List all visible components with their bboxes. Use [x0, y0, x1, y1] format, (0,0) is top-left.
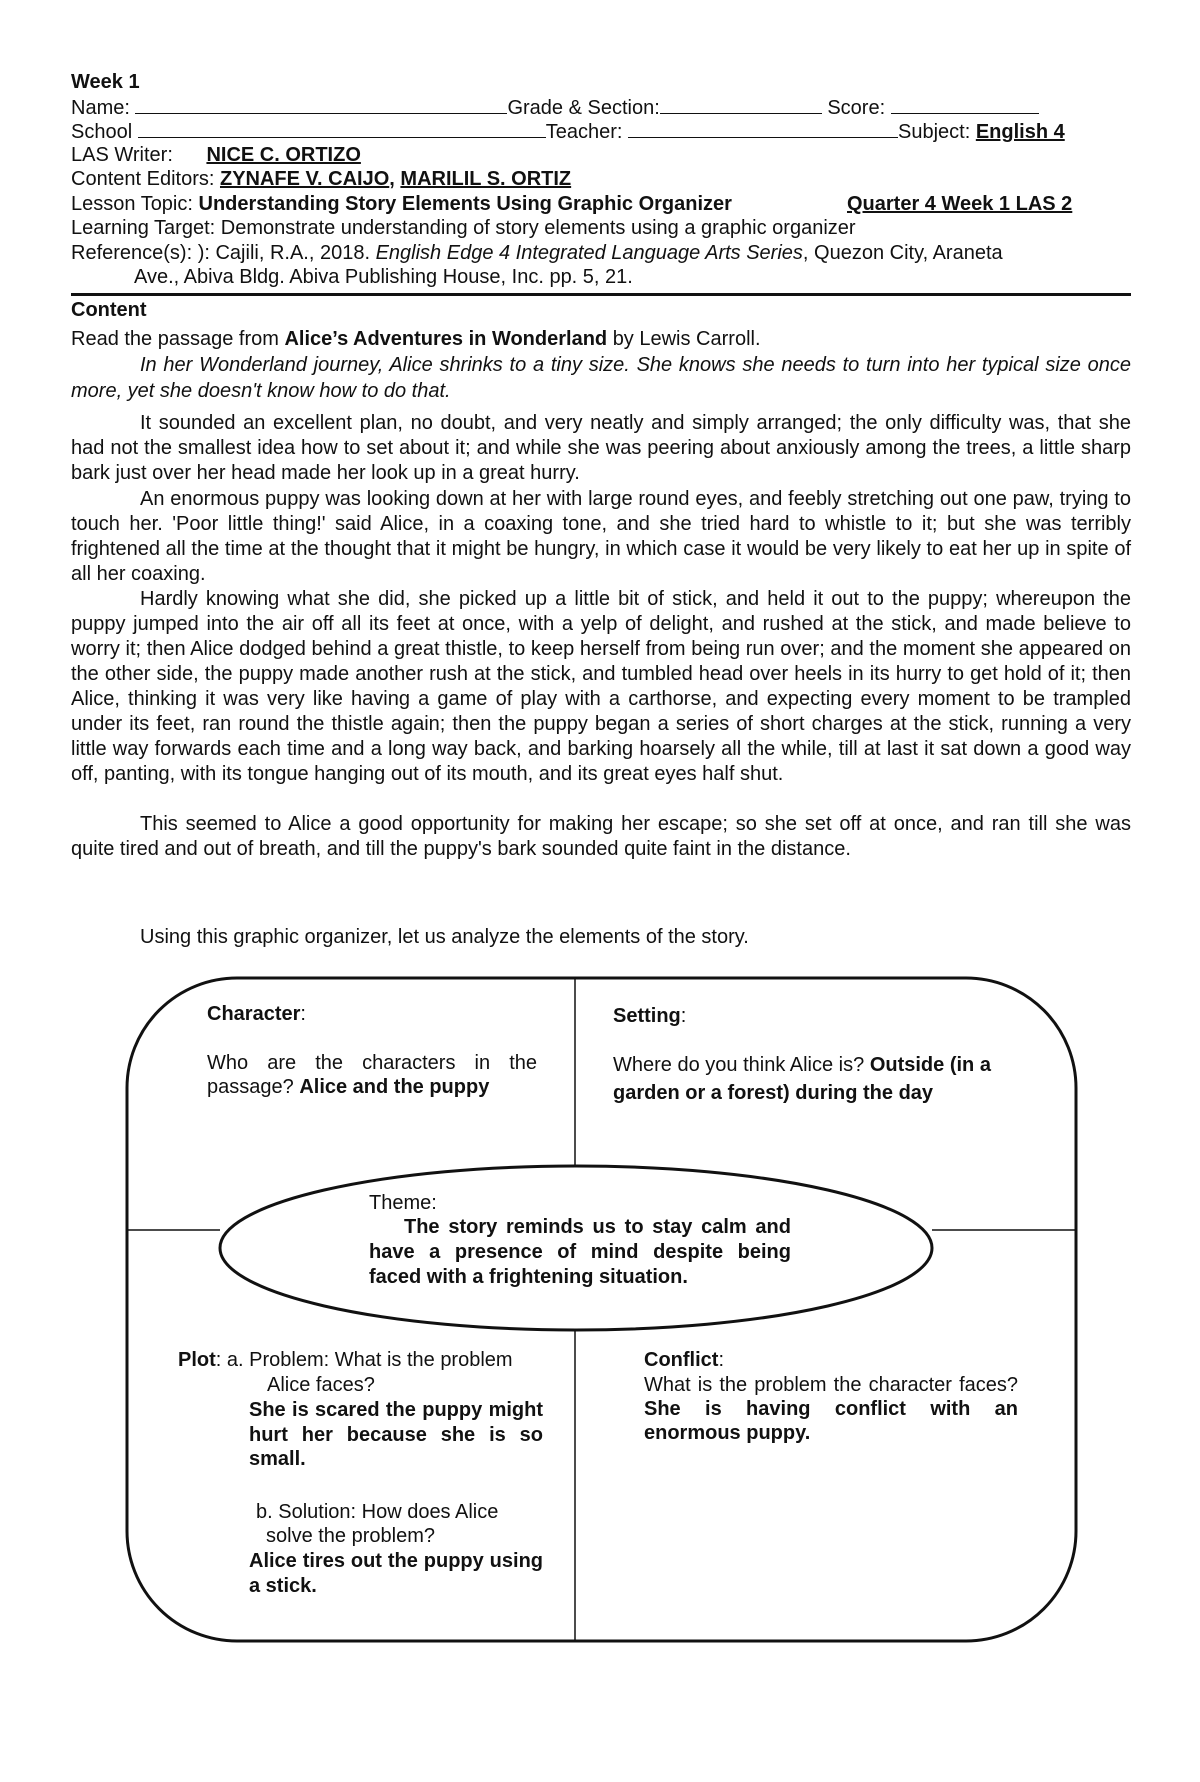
character-question: Who are the characters in the passage? [207, 1052, 537, 1098]
character-block [207, 1051, 537, 1099]
setting-heading [613, 1004, 686, 1028]
subject-label: Subject: [898, 121, 971, 143]
plot-solution-question: b. Solution: How does Alice [256, 1501, 499, 1523]
plot-solution-question-2: solve the problem? [266, 1525, 435, 1547]
organizer-intro: Using this graphic organizer, let us analyze the elements of the story. [140, 926, 749, 948]
italic-intro: In her Wonderland journey, Alice shrinks to a tiny size. She knows she needs to turn into her typical size once more, yet she doesn't know how to do that. [71, 354, 1131, 402]
teacher-label: Teacher: [545, 121, 623, 143]
setting-question: Where do you think Alice is? [613, 1054, 865, 1076]
reference-line-2: Ave., Abiva Bldg. Abiva Publishing House, Inc. pp. 5, 21. [134, 266, 633, 288]
conflict-label: Conflict [644, 1349, 719, 1371]
target-label: Learning Target: [71, 217, 216, 239]
name-label: Name: [71, 97, 130, 119]
writer-label: LAS Writer: [71, 144, 173, 166]
passage-paragraph-1: It sounded an excellent plan, no doubt, and very neatly and simply arranged; the only difficulty was, that she had not the smallest idea how to set about it; and while she was peering about anxiously among the trees, a little sharp bark just over her head made her look up in a great hurry. [71, 412, 1131, 484]
reference-label: Reference(s): [71, 242, 193, 264]
plot-problem-question: : a. Problem: What is the problem [215, 1349, 513, 1371]
theme-text: The story reminds us to stay calm and have a presence of mind despite being faced with a frightening situation. [369, 1216, 791, 1288]
plot-label: Plot [178, 1349, 216, 1371]
quarter-label: Quarter 4 Week 1 LAS 2 [847, 193, 1073, 215]
week-label: Week 1 [71, 71, 140, 93]
conflict-question: What is the problem the character faces? [644, 1374, 1018, 1396]
setting-block [613, 1051, 993, 1107]
conflict-colon: : [718, 1349, 724, 1371]
reference-post: , Quezon City, Araneta [802, 242, 1003, 264]
plot-problem-question-2: Alice faces? [267, 1374, 375, 1396]
character-answer: Alice and the puppy [299, 1076, 490, 1098]
plot-problem-answer: She is scared the puppy might hurt her because she is so small. [249, 1399, 543, 1470]
theme-label: Theme: [369, 1192, 437, 1214]
plot-solution-answer: Alice tires out the puppy using a stick. [249, 1550, 543, 1597]
conflict-heading [644, 1348, 724, 1372]
passage-paragraph-3: Hardly knowing what she did, she picked up a little bit of stick, and held it out to the puppy; whereupon the puppy jumped into the air off all its feet at once, with a yelp of delight, and rushed at the stick, and made believe to worry it; then Alice dodged behind a great thistle, to keep herself from being run over; and the moment she appeared on the other side, the puppy made another rush at the stick, and tumbled head over heels in its hurry to get hold of it; then Alice, thinking it was very like having a game of play with a carthorse, and expecting every moment to be trampled under its feet, ran round the thistle again; then the puppy began a series of short charges at the stick, running a very little way forwards each time and a long way back, and barking hoarsely all the while, till at last it sat down a good way off, panting, with its tongue hanging out of its mouth, and its great eyes half shut. [71, 588, 1131, 785]
setting-colon: : [680, 1005, 687, 1027]
setting-answer: Outside (in a garden or a forest) during the day [613, 1054, 991, 1104]
topic-label: Lesson Topic: [71, 193, 193, 215]
grade-label: Grade & Section: [507, 97, 660, 119]
character-colon: : [300, 1003, 306, 1025]
school-label: School [71, 121, 133, 143]
conflict-block [644, 1373, 1018, 1445]
plot-heading [178, 1348, 513, 1372]
subject-value: English 4 [975, 121, 1065, 143]
reference-title: English Edge 4 Integrated Language Arts Series [375, 242, 803, 264]
target-value: Demonstrate understanding of story elements using a graphic organizer [220, 217, 856, 239]
passage-paragraph-4: This seemed to Alice a good opportunity for making her escape; so she set off at once, and ran till she was quite tired and out of breath, and till the puppy's bark sounded quite faint in the distance. [71, 813, 1131, 860]
editor-separator: , [389, 168, 395, 190]
topic-value: Understanding Story Elements Using Graphic Organizer [198, 193, 732, 215]
conflict-answer: She is having conflict with an enormous puppy. [644, 1398, 1018, 1444]
intro-post: by Lewis Carroll. [612, 328, 761, 350]
reference-pre: ): Cajili, R.A., 2018. [197, 242, 371, 264]
character-heading [207, 1002, 306, 1026]
writer-value: NICE C. ORTIZO [206, 144, 361, 166]
content-heading: Content [71, 299, 147, 321]
character-label: Character [207, 1003, 301, 1025]
editor-two: MARILIL S. ORTIZ [400, 168, 572, 190]
setting-label: Setting [613, 1005, 681, 1027]
intro-pre: Read the passage from [71, 328, 279, 350]
editors-label: Content Editors: [71, 168, 215, 190]
passage-paragraph-2: An enormous puppy was looking down at her with large round eyes, and feebly stretching out one paw, trying to touch her. 'Poor little thing!' said Alice, in a coaxing tone, and she tried hard to whistle to it; but she was terribly frightened all the time at the thought that it might be hungry, in which case it would be very likely to eat her up in spite of all her coaxing. [71, 488, 1131, 585]
intro-title: Alice’s Adventures in Wonderland [284, 328, 608, 350]
editor-one: ZYNAFE V. CAIJO [219, 168, 390, 190]
score-label: Score: [827, 97, 886, 119]
